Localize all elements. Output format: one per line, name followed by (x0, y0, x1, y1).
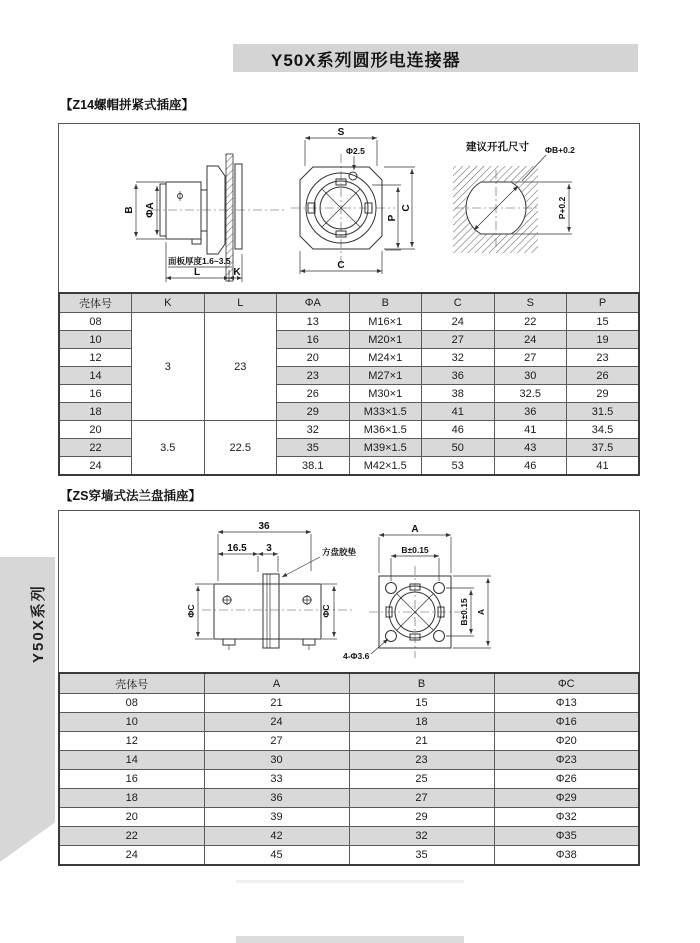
cell: 23 (349, 751, 494, 770)
cell: 22 (59, 439, 132, 457)
cell: 27 (349, 789, 494, 808)
dim-label-c-bottom: C (337, 260, 345, 271)
column-header: B (349, 673, 494, 694)
cell: 32 (277, 421, 350, 439)
cell: 10 (59, 713, 204, 732)
cell: M30×1 (349, 385, 422, 403)
dim-label-16-5: 16.5 (227, 543, 247, 554)
column-header: A (204, 673, 349, 694)
cell: M16×1 (349, 313, 422, 331)
cell: 23 (567, 349, 640, 367)
column-header: P (567, 293, 640, 313)
cell: 27 (494, 349, 567, 367)
cell: Φ13 (494, 694, 639, 713)
cell: 16 (59, 770, 204, 789)
cell: M27×1 (349, 367, 422, 385)
column-header: ΦC (494, 673, 639, 694)
cell: 36 (204, 789, 349, 808)
table-row (59, 846, 639, 866)
cell-l-merged: 22.5 (204, 421, 277, 476)
column-header: B (349, 293, 422, 313)
cell: 12 (59, 732, 204, 751)
cell: Φ29 (494, 789, 639, 808)
dim-label-phi-c-right: ΦC (321, 604, 331, 618)
cell: 19 (567, 331, 640, 349)
cell: 29 (567, 385, 640, 403)
cell: 50 (422, 439, 495, 457)
cell: M36×1.5 (349, 421, 422, 439)
gasket-label: 方盘胶垫 (322, 547, 357, 557)
dim-label-a-right: A (476, 608, 486, 616)
dim-label-k: K (233, 267, 241, 278)
cell: 21 (349, 732, 494, 751)
table-row (59, 421, 639, 439)
footer-divider (236, 880, 464, 883)
cell: 36 (494, 403, 567, 421)
cell: 25 (349, 770, 494, 789)
cell: 26 (277, 385, 350, 403)
cell: 18 (59, 403, 132, 421)
series-side-tab-label: Y50X系列 (30, 584, 47, 663)
dim-label-a-top: A (411, 524, 419, 535)
cell: 41 (494, 421, 567, 439)
dim-label-3: 3 (266, 543, 272, 554)
cell: 43 (494, 439, 567, 457)
column-header: 壳体号 (59, 673, 204, 694)
cell: 31.5 (567, 403, 640, 421)
table-row (59, 770, 639, 789)
cell: 41 (422, 403, 495, 421)
cell: Φ32 (494, 808, 639, 827)
zs-drawing (59, 511, 639, 672)
cell: 10 (59, 331, 132, 349)
dim-label-36: 36 (258, 521, 270, 532)
table-row (59, 732, 639, 751)
cell: 08 (59, 694, 204, 713)
page-title: Y50X系列圆形电连接器 (271, 50, 461, 70)
cell: 32.5 (494, 385, 567, 403)
cell: M20×1 (349, 331, 422, 349)
z14-front-view (291, 127, 415, 274)
column-header: S (494, 293, 567, 313)
table-header-row (59, 293, 639, 313)
cell: 14 (59, 751, 204, 770)
dim-label-p: P (387, 214, 398, 222)
cell: Φ20 (494, 732, 639, 751)
cutout-dia-label: ΦB+0.2 (545, 145, 575, 155)
dim-label-b: B (124, 206, 135, 214)
cell: 32 (422, 349, 495, 367)
cell: 32 (349, 827, 494, 846)
cell: 27 (204, 732, 349, 751)
cell: M24×1 (349, 349, 422, 367)
cell: 46 (494, 457, 567, 476)
cell: 24 (494, 331, 567, 349)
z14-side-view (124, 154, 287, 282)
dim-label-s: S (337, 127, 345, 138)
cell: 12 (59, 349, 132, 367)
section-zs-heading: 【ZS穿墙式法兰盘插座】 (60, 489, 201, 503)
column-header: L (204, 293, 277, 313)
footer-bar (236, 936, 464, 943)
cell: Φ38 (494, 846, 639, 866)
cell: 45 (204, 846, 349, 866)
cell: 46 (422, 421, 495, 439)
cell: 42 (204, 827, 349, 846)
zs-side-view (186, 521, 388, 661)
holes-label: 4-Φ3.6 (343, 651, 370, 661)
dim-label-phi-c-left: ΦC (186, 604, 196, 618)
zs-front-view (369, 524, 491, 658)
cell: 13 (277, 313, 350, 331)
table-zs (58, 672, 640, 866)
cell: 24 (204, 713, 349, 732)
cell: M42×1.5 (349, 457, 422, 476)
table-row (59, 313, 639, 331)
cell: 15 (349, 694, 494, 713)
cell: 18 (59, 789, 204, 808)
cell: 21 (204, 694, 349, 713)
z14-drawing (59, 124, 639, 292)
cutout-p-label: P+0.2 (557, 196, 567, 220)
column-header: C (422, 293, 495, 313)
cell: 29 (349, 808, 494, 827)
section-z14-heading: 【Z14螺帽拼紧式插座】 (60, 98, 195, 112)
cell: Φ16 (494, 713, 639, 732)
cell: 27 (422, 331, 495, 349)
cell: Φ26 (494, 770, 639, 789)
column-header: K (132, 293, 205, 313)
cell: M33×1.5 (349, 403, 422, 421)
cell: 37.5 (567, 439, 640, 457)
table-row (59, 808, 639, 827)
cell: 20 (59, 421, 132, 439)
dim-label-c-right: C (401, 204, 412, 212)
cell: 53 (422, 457, 495, 476)
panel-thickness-note: 面板厚度1.6~3.5 (168, 256, 231, 266)
table-row (59, 789, 639, 808)
cell: 29 (277, 403, 350, 421)
cell: 26 (567, 367, 640, 385)
z14-drawing-box (58, 123, 640, 293)
column-header: ΦA (277, 293, 350, 313)
cutout-title: 建议开孔尺寸 (466, 141, 529, 153)
cell: 16 (59, 385, 132, 403)
cell-k-merged: 3 (132, 313, 205, 421)
cell: 23 (277, 367, 350, 385)
cell: 20 (277, 349, 350, 367)
cell: 35 (349, 846, 494, 866)
column-header: 壳体号 (59, 293, 132, 313)
dim-label-b-right: B±0.15 (459, 598, 469, 626)
table-row (59, 713, 639, 732)
cell: 30 (494, 367, 567, 385)
table-header-row (59, 673, 639, 694)
dim-label-phi-a: ΦA (145, 202, 156, 218)
cell: 33 (204, 770, 349, 789)
dim-label-b-top: B±0.15 (401, 545, 429, 555)
cell: 22 (494, 313, 567, 331)
cell: 20 (59, 808, 204, 827)
cell: 14 (59, 367, 132, 385)
cell: 38 (422, 385, 495, 403)
cell: 18 (349, 713, 494, 732)
cell: 24 (59, 457, 132, 476)
cell: 24 (59, 846, 204, 866)
cell: 34.5 (567, 421, 640, 439)
table-row (59, 827, 639, 846)
cell: 24 (422, 313, 495, 331)
page-title-banner (233, 44, 638, 72)
cell: 15 (567, 313, 640, 331)
hole-dia-label: Φ2.5 (346, 146, 365, 156)
cell-l-merged: 23 (204, 313, 277, 421)
zs-drawing-box (58, 510, 640, 673)
table-row (59, 751, 639, 770)
cell: 30 (204, 751, 349, 770)
cell: M39×1.5 (349, 439, 422, 457)
cell: 22 (59, 827, 204, 846)
cell: 35 (277, 439, 350, 457)
table-row (59, 694, 639, 713)
cell: Φ35 (494, 827, 639, 846)
cell-k-merged: 3.5 (132, 421, 205, 476)
cell: Φ23 (494, 751, 639, 770)
z14-cutout-view (453, 140, 575, 253)
table-z14 (58, 292, 640, 476)
dim-label-l: L (193, 267, 201, 278)
cell: 39 (204, 808, 349, 827)
cell: 36 (422, 367, 495, 385)
cell: 08 (59, 313, 132, 331)
cell: 16 (277, 331, 350, 349)
cell: 38.1 (277, 457, 350, 476)
cell: 41 (567, 457, 640, 476)
